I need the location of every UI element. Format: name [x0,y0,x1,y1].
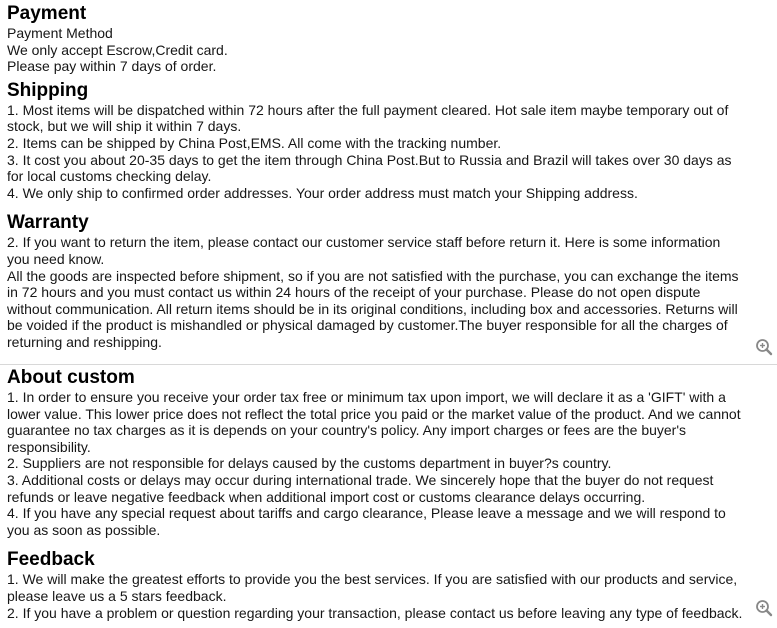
about-custom-line: you as soon as possible. [7,521,161,538]
feedback-section [0,549,777,621]
feedback-line: 1. We will make the greatest efforts to provide you the best services. If you are satisfied with our products and service, [7,571,738,588]
shipping-line: 2. Items can be shipped by China Post,EMS. All come with the tracking number. [7,134,502,151]
feedback-line: 2. If you have a problem or question regarding your transaction, please contact us before leaving any type of feedback. [7,604,743,621]
payment-line: Please pay within 7 days of order. [7,58,217,75]
payment-heading: Payment [7,3,87,24]
about-custom-line: refunds or leave negative feedback when additional import cost or customs clearance delays occurring. [7,488,646,505]
warranty-heading: Warranty [7,212,89,234]
warranty-section [0,212,777,350]
feedback-line: please leave us a 5 stars feedback. [7,587,227,604]
warranty-line: you need know. [7,250,105,267]
shipping-section [0,80,777,202]
shipping-line: 3. It cost you about 20-35 days to get the item through China Post.But to Russia and Brazil will takes over 30 days as [7,151,732,168]
warranty-line: All the goods are inspected before shipment, so if you are not satisfied with the purchase, you can exchange the items [7,267,739,284]
warranty-line: without communication. All return items should be in its original conditions, including box and accessories. Returns will [7,300,738,317]
zoom-in-icon[interactable] [755,599,773,617]
payment-line: Payment Method [7,25,113,41]
warranty-line: 2. If you want to return the item, please contact our customer service staff before return it. Here is some information [7,234,721,251]
about-custom-line: lower value. This lower price does not reflect the total price you paid or the market value of the product. And we cannot [7,405,741,422]
about-custom-line: 4. If you have any special request about tariffs and cargo clearance, Please leave a message and we will respond to [7,505,726,522]
warranty-line: returning and reshipping. [7,333,162,350]
about-custom-line: 1. In order to ensure you receive your order tax free or minimum tax upon import, we will declare it as a 'GIFT' with a [7,389,726,405]
about-custom-section [0,365,777,538]
policy-image-bottom [0,364,777,628]
shipping-line: 1. Most items will be dispatched within 72 hours after the full payment cleared. Hot sale item maybe temporary out of [7,101,729,118]
warranty-line: in 72 hours and you must contact us within 24 hours of the receipt of your purchase. Please do not open dispute [7,284,701,301]
shipping-line: 4. We only ship to confirmed order addresses. Your order address must match your Shipping address. [7,184,638,201]
payment-line: We only accept Escrow,Credit card. [7,41,228,58]
zoom-in-icon[interactable] [755,338,773,356]
shipping-line: for local customs checking delay. [7,168,212,185]
about-custom-line: 2. Suppliers are not responsible for delays caused by the customs department in buyer?s country. [7,455,612,472]
about-custom-line: responsibility. [7,438,91,455]
about-custom-line: 3. Additional costs or delays may occur during international trade. We sincerely hope that the buyer do not request [7,471,714,488]
payment-section [0,0,777,75]
shipping-heading: Shipping [7,79,89,101]
about-custom-heading: About custom [7,367,135,388]
warranty-line: be voided if the product is mishandled or physical damaged by customer.The buyer responsible for all the charges of [7,317,728,334]
feedback-heading: Feedback [7,549,95,571]
about-custom-line: guarantee no tax charges as it is depends on your country's policy. Any import charges or fees are the buyer's [7,422,687,439]
shipping-line: stock, but we will ship it within 7 days. [7,118,242,135]
